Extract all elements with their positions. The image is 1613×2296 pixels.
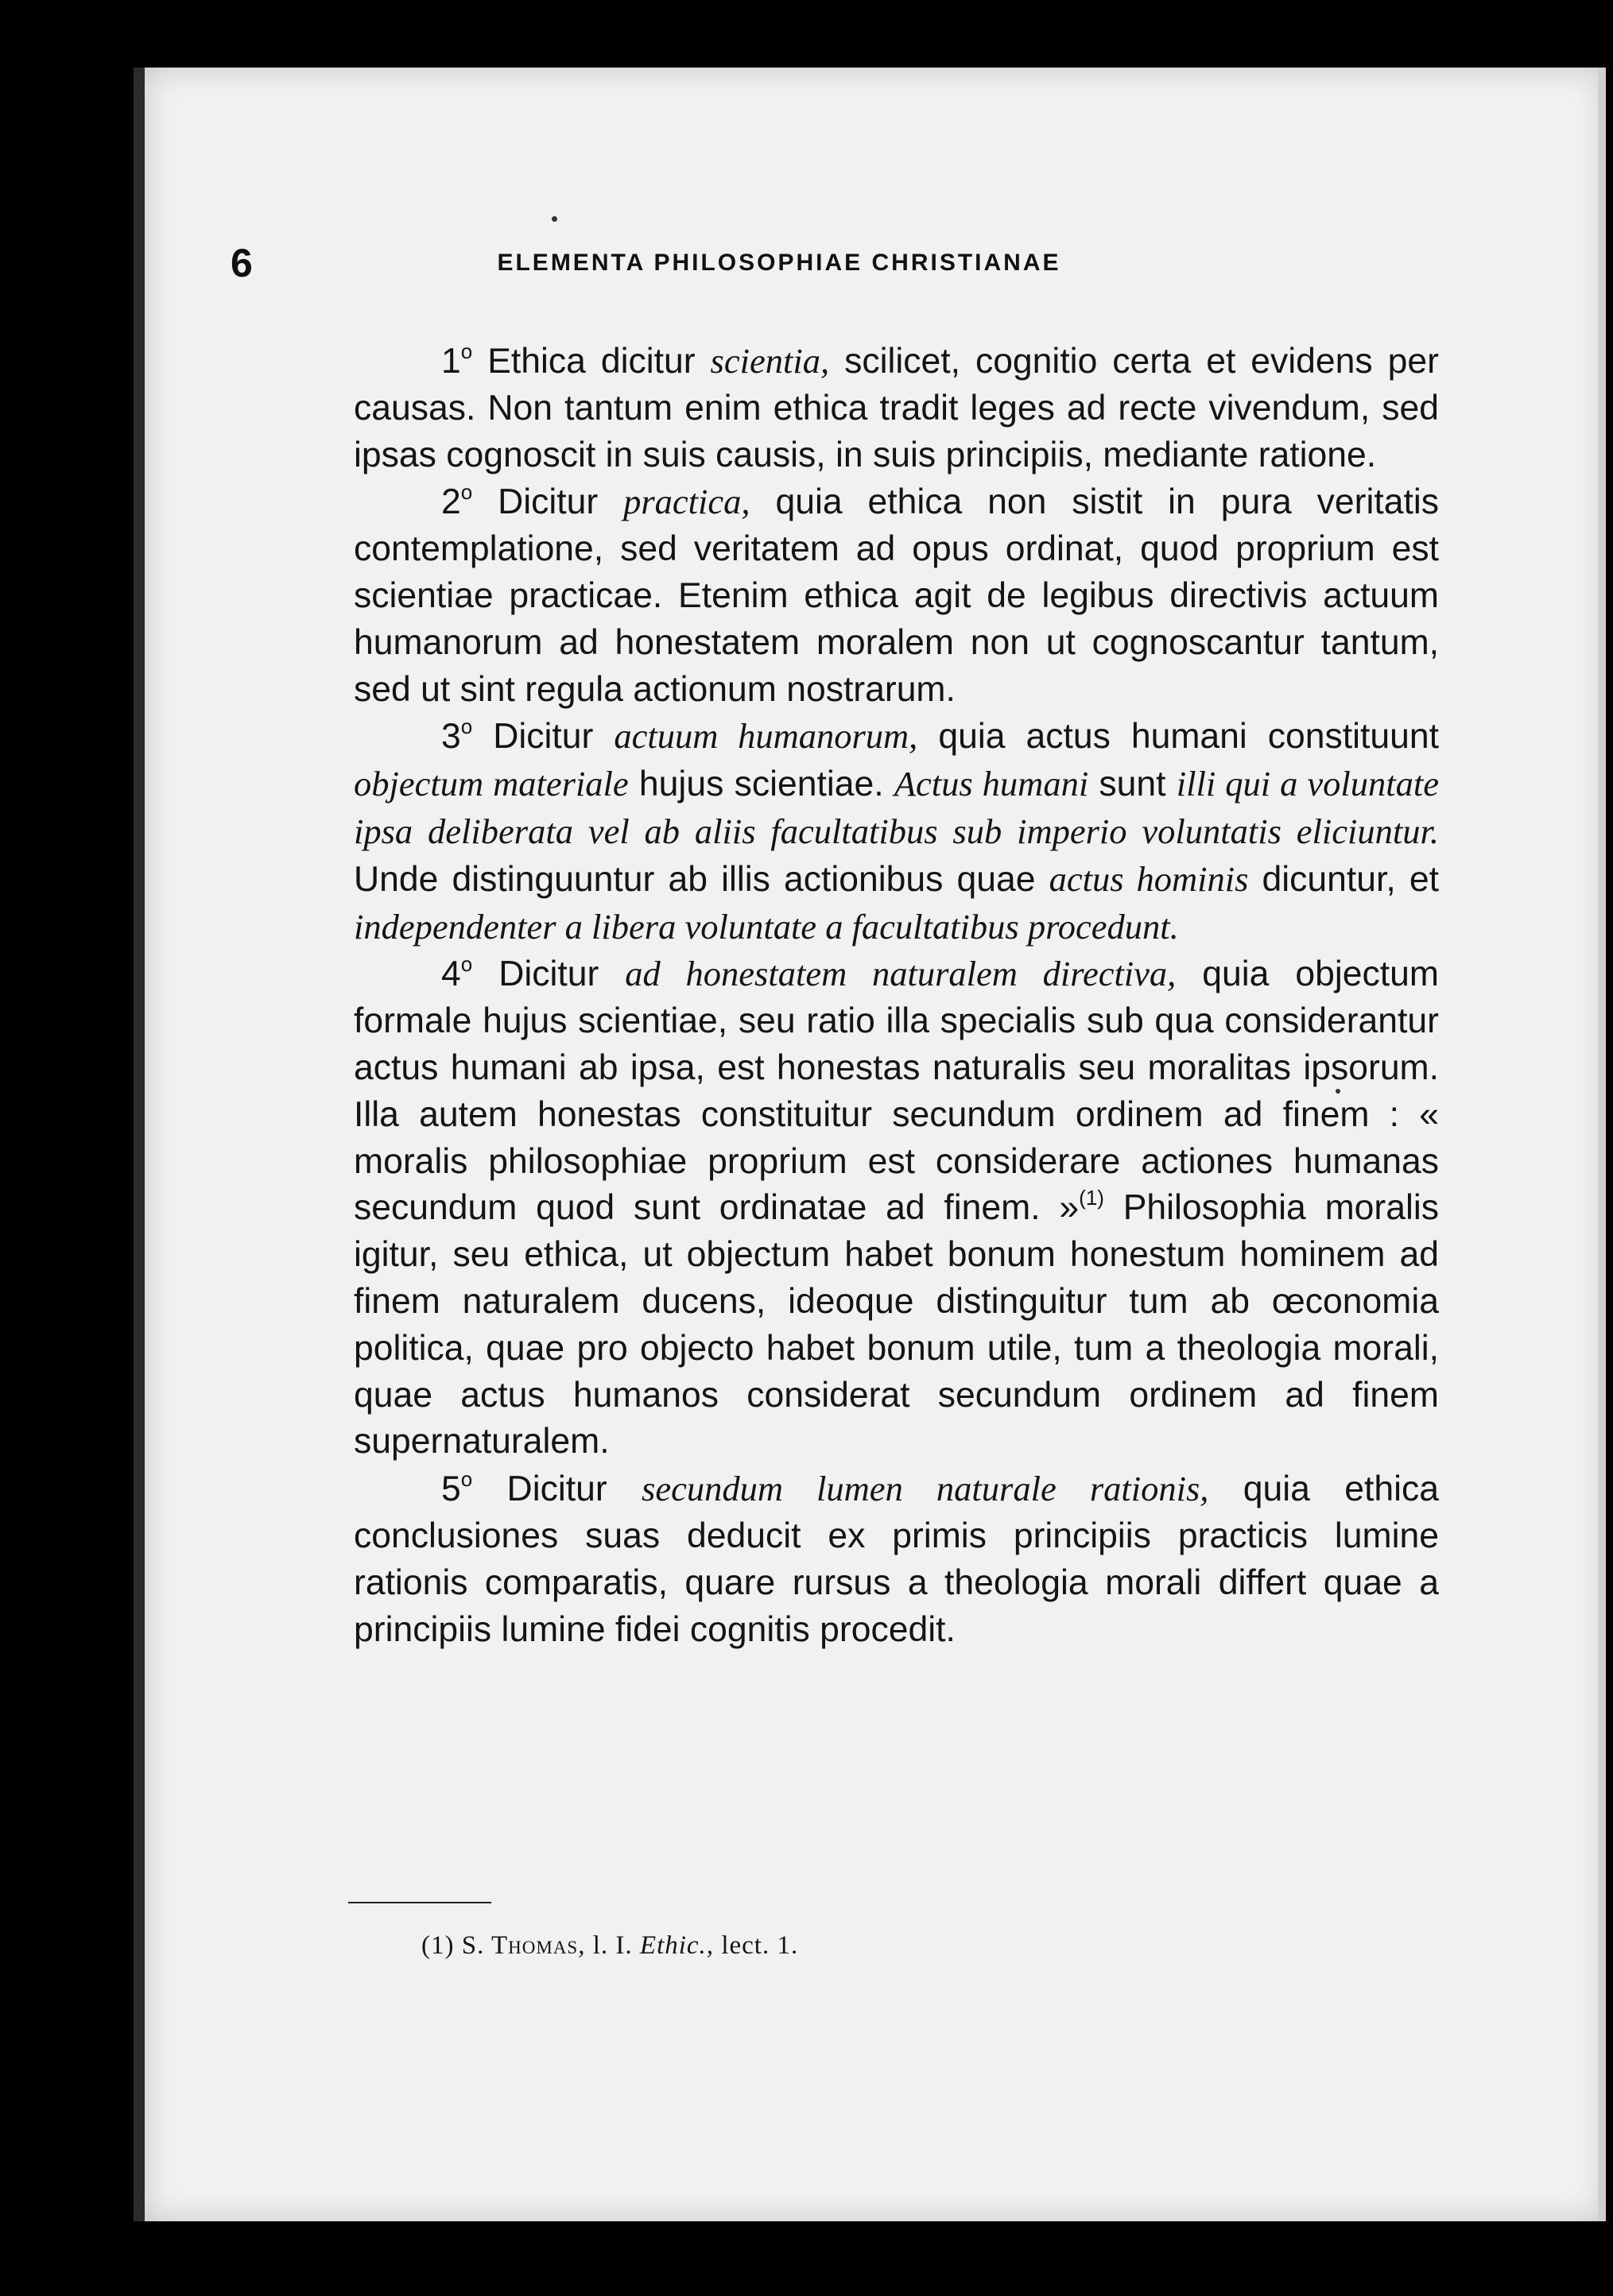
footnote-mark: (1) (421, 1931, 455, 1960)
italic-term: illi qui a voluntate ipsa deliberata vel ab aliis facultatibus sub imperio voluntatis eliciuntur. (354, 764, 1439, 851)
ordinal-mark: o (460, 714, 473, 739)
footnote-author: S. Thomas, (461, 1931, 586, 1960)
ordinal-mark: o (460, 1467, 473, 1492)
paragraph-number: 1 (441, 342, 461, 381)
text-run: sunt (1088, 765, 1177, 804)
footnote-rule (348, 1902, 491, 1903)
italic-term: actus hominis (1049, 858, 1249, 899)
text-run: Dicitur (472, 954, 626, 994)
text-run: quia ethica conclusiones suas deducit ex primis principiis practicis lumine rationis comparatis, quare rursus a theologia morali differt quae a principiis lumine fidei cognitis procedit. (354, 1469, 1439, 1649)
footnote-reference: (1) (1079, 1186, 1104, 1210)
page-number: 6 (231, 241, 253, 285)
italic-term: objectum materiale (354, 764, 629, 804)
text-run: scilicet, cognitio certa et evidens per causas. Non tantum enim ethica tradit leges ad recte vivendum, sed ipsas cognoscit in suis causis, in suis principiis, mediante ratione. (354, 342, 1439, 474)
text-run: Ethica dicitur (472, 342, 711, 381)
page-header (231, 240, 1280, 312)
text-run: dicuntur, et (1248, 859, 1439, 899)
text-run: quia objectum formale hujus scientiae, seu ratio illa specialis sub qua considerantur actus humani ab ipsa, est honestas naturalis seu moralitas ipsorum. Illa autem honestas constituitur secundum ordinem ad finem : « moralis philosophiae proprium est considerare actiones humanas secundum quod sunt ordinatae ad finem. » (354, 954, 1439, 1228)
text-run: Unde distinguuntur ab illis actionibus quae (354, 859, 1049, 899)
footnote-location: l. I. (585, 1931, 640, 1960)
italic-term: scientia, (710, 341, 830, 381)
paragraph-1 (354, 338, 1439, 478)
ordinal-mark: o (460, 339, 473, 363)
text-run: Dicitur (472, 1469, 642, 1509)
running-title: ELEMENTA PHILOSOPHIAE CHRISTIANAE (497, 250, 1061, 276)
page-edge (1598, 68, 1606, 2221)
italic-term: practica, (623, 482, 750, 522)
paragraph-2 (354, 478, 1439, 713)
dust-speck (1336, 1089, 1340, 1094)
paragraph-number: 4 (441, 954, 461, 994)
paragraph-number: 2 (441, 482, 461, 522)
italic-term: Actus humani (894, 764, 1089, 804)
footnote-rest: lect. 1. (714, 1931, 799, 1960)
text-run: Philosophia moralis igitur, seu ethica, ut objectum habet bonum honestum hominem ad finem naturalem ducens, ideoque distinguitur tum ab œconomia politica, quae pro objecto habet bonum utile, tum a theologia morali, quae actus humanos considerat secundum ordinem ad finem supernaturalem. (354, 1188, 1440, 1462)
text-run: hujus scientiae. (628, 765, 894, 804)
italic-term: ad honestatem naturalem directiva, (625, 954, 1177, 994)
paragraph-3 (354, 713, 1439, 951)
dust-speck (552, 216, 557, 222)
body-text (354, 338, 1439, 1653)
text-run: quia actus humani constituunt (917, 717, 1439, 757)
text-run: quia ethica non sistit in pura veritatis contemplatione, sed veritatem ad opus ordinat, quod proprium est scientiae practicae. Etenim ethica agit de legibus directivis actuum humanorum ad honestatem moralem non ut cognoscantur tantum, sed ut sint regula actionum nostrarum. (354, 482, 1439, 709)
italic-term: actuum humanorum, (614, 716, 918, 757)
text-run: Dicitur (472, 717, 615, 757)
ordinal-mark: o (460, 480, 473, 505)
paragraph-number: 3 (441, 717, 461, 757)
paragraph-5 (354, 1465, 1439, 1653)
italic-term: independenter a libera voluntate a facultatibus procedunt. (354, 906, 1179, 947)
footnote (421, 1931, 798, 1961)
paragraph-number: 5 (441, 1469, 461, 1509)
text-run: Dicitur (472, 482, 624, 522)
italic-term: secundum lumen naturale rationis, (642, 1469, 1209, 1509)
ordinal-mark: o (460, 952, 473, 977)
paragraph-4 (354, 951, 1439, 1465)
footnote-work: Ethic., (639, 1931, 715, 1960)
